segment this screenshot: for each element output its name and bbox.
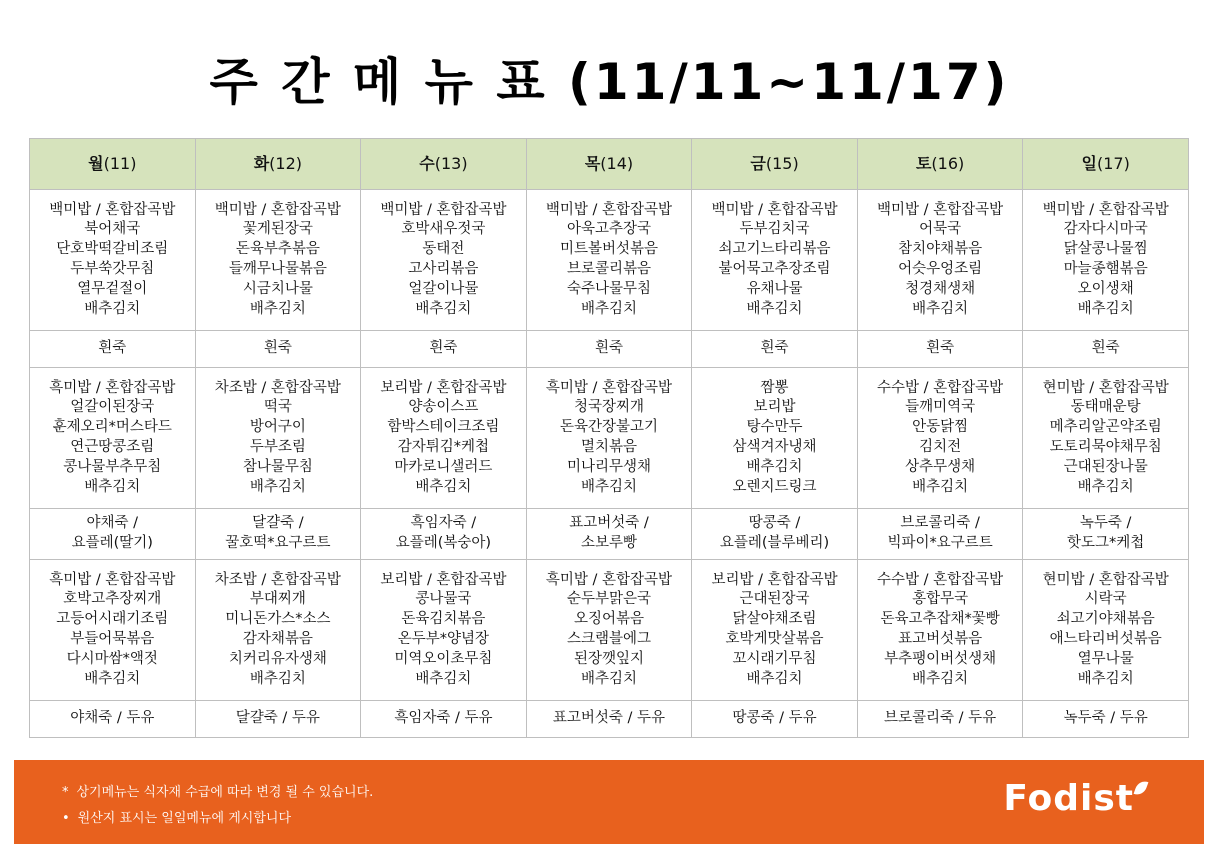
- menu-item: 브로콜리죽 / 두유: [884, 710, 997, 727]
- menu-item: 배추김치: [580, 478, 637, 495]
- footer-note: [62, 806, 373, 832]
- menu-item: 마카로니샐러드: [394, 458, 493, 475]
- menu-item: 배추김치: [1077, 670, 1134, 687]
- day-name: 토: [915, 154, 932, 174]
- menu-item: 유채나물: [746, 280, 803, 297]
- menu-item: 동태전: [422, 241, 465, 258]
- menu-item: 땅콩죽 / 두유: [732, 710, 817, 727]
- menu-item: 흰죽: [1091, 340, 1120, 357]
- menu-item: 흰죽: [926, 340, 955, 357]
- menu-item: 브로콜리볶음: [566, 261, 651, 277]
- menu-item: 현미밥 / 혼합잡곡밥: [1042, 571, 1169, 588]
- menu-item: 콩나물부추무침: [63, 458, 162, 475]
- menu-item: 흰죽: [594, 340, 623, 357]
- day-header: [526, 139, 692, 190]
- footer-note: [62, 780, 373, 806]
- menu-cell: [361, 368, 527, 509]
- menu-item: 훈제오리*머스타드: [52, 419, 172, 436]
- menu-item: 들깨무나물볶음: [228, 261, 327, 277]
- menu-cell: [526, 509, 692, 560]
- menu-item: 돈육부추볶음: [235, 241, 320, 258]
- menu-item: 떡국: [263, 399, 292, 416]
- menu-item: 보리밥: [753, 399, 796, 416]
- menu-item: 탕수만두: [746, 419, 803, 436]
- menu-cell: [692, 509, 858, 560]
- menu-item: 백미밥 / 혼합잡곡밥: [877, 201, 1004, 218]
- menu-item: 두부쑥갓무침: [70, 261, 155, 277]
- menu-item: 야채죽 / 두유: [70, 710, 155, 727]
- day-date: (15): [765, 154, 799, 174]
- menu-item: 브로콜리죽 /: [900, 515, 980, 532]
- menu-cell: [30, 509, 196, 560]
- menu-item: 단호박떡갈비조림: [56, 241, 169, 258]
- menu-item: 북어채국: [84, 221, 141, 238]
- menu-item: 핫도그*케첩: [1067, 535, 1145, 551]
- day-header: [857, 139, 1023, 190]
- afternoon-snack-row: [30, 509, 1189, 560]
- menu-item: 김치전: [919, 439, 962, 455]
- menu-item: 표고버섯볶음: [898, 631, 983, 647]
- menu-item: 상추무생채: [905, 458, 976, 475]
- leaf-icon: [1134, 779, 1149, 797]
- menu-cell: [195, 190, 361, 331]
- menu-item: 요플레(블루베리): [719, 535, 830, 551]
- menu-item: 수수밥 / 혼합잡곡밥: [877, 571, 1004, 588]
- day-header: [692, 139, 858, 190]
- menu-item: 다시마쌈*액젓: [66, 650, 158, 667]
- menu-item: 땅콩죽 /: [748, 515, 801, 532]
- day-name: 일: [1081, 154, 1097, 174]
- menu-item: 배추김치: [415, 300, 472, 317]
- menu-cell: [692, 701, 858, 738]
- menu-cell: [692, 560, 858, 701]
- menu-item: 미나리무생채: [566, 458, 651, 475]
- menu-item: 연근땅콩조림: [70, 439, 155, 455]
- breakfast-row: [30, 190, 1189, 331]
- brand-logo: [1003, 778, 1146, 819]
- menu-item: 흑미밥 / 혼합잡곡밥: [545, 379, 673, 396]
- menu-item: 백미밥 / 혼합잡곡밥: [1042, 201, 1169, 218]
- menu-item: 배추김치: [746, 300, 803, 317]
- menu-item: 소보루빵: [580, 535, 637, 551]
- menu-item: 감자채볶음: [242, 631, 313, 647]
- menu-item: 참나물무침: [242, 458, 313, 475]
- menu-item: 두부조림: [249, 439, 306, 455]
- menu-item: 청국장찌개: [573, 399, 644, 416]
- day-date: (11): [103, 154, 137, 174]
- menu-item: 들깨미역국: [905, 399, 976, 416]
- menu-cell: [195, 331, 361, 368]
- menu-item: 닭살야채조림: [732, 611, 817, 628]
- day-date: (13): [434, 154, 468, 174]
- menu-item: 흰죽: [98, 340, 127, 357]
- menu-item: 감자튀김*케첩: [397, 439, 490, 455]
- menu-item: 미역오이초무침: [394, 650, 493, 667]
- menu-item: 미트볼버섯볶음: [559, 241, 658, 258]
- menu-item: 돈육김치볶음: [401, 611, 486, 628]
- menu-cell: [857, 560, 1023, 701]
- menu-item: 백미밥 / 혼합잡곡밥: [380, 201, 507, 218]
- menu-item: 시락국: [1084, 591, 1127, 608]
- menu-cell: [1023, 560, 1189, 701]
- menu-item: 배추김치: [84, 300, 141, 317]
- menu-item: 콩나물국: [415, 591, 472, 608]
- day-name: 목: [584, 154, 601, 174]
- footer-notes: [62, 780, 373, 832]
- menu-item: 고등어시래기조림: [56, 611, 169, 628]
- day-header-row: [30, 139, 1189, 190]
- menu-item: 흰죽: [263, 340, 292, 357]
- day-header: [1023, 139, 1189, 190]
- menu-item: 두부김치국: [739, 221, 810, 238]
- menu-item: 호박새우젓국: [401, 221, 486, 238]
- menu-item: 아욱고추장국: [566, 221, 651, 238]
- menu-item: 배추김치: [84, 670, 141, 687]
- menu-item: 흑임자죽 /: [410, 515, 477, 532]
- menu-cell: [857, 701, 1023, 738]
- menu-cell: [857, 368, 1023, 509]
- menu-item: 함박스테이크조림: [387, 419, 500, 436]
- menu-item: 흑미밥 / 혼합잡곡밥: [49, 571, 176, 588]
- menu-item: 보리밥 / 혼합잡곡밥: [380, 379, 507, 396]
- menu-item: 쇠고기야채볶음: [1056, 611, 1155, 628]
- menu-cell: [30, 701, 196, 738]
- menu-item: 마늘종햄볶음: [1063, 261, 1148, 277]
- menu-item: 차조밥 / 혼합잡곡밥: [214, 379, 341, 396]
- menu-item: 배추김치: [249, 478, 306, 495]
- menu-item: 짬뽕: [760, 379, 789, 396]
- menu-cell: [526, 560, 692, 701]
- menu-cell: [526, 190, 692, 331]
- menu-item: 참치야채볶음: [898, 241, 983, 258]
- menu-cell: [30, 331, 196, 368]
- menu-cell: [1023, 190, 1189, 331]
- menu-item: 동태매운탕: [1070, 399, 1141, 416]
- note-bullet: •: [62, 811, 70, 826]
- menu-item: 보리밥 / 혼합잡곡밥: [380, 571, 507, 588]
- menu-cell: [361, 701, 527, 738]
- menu-item: 빅파이*요구르트: [887, 535, 993, 551]
- menu-cell: [857, 190, 1023, 331]
- menu-cell: [195, 560, 361, 701]
- menu-item: 멸치볶음: [580, 439, 637, 455]
- day-date: (12): [269, 154, 302, 174]
- menu-cell: [1023, 509, 1189, 560]
- menu-cell: [1023, 331, 1189, 368]
- menu-item: 청경채생채: [905, 280, 976, 297]
- menu-item: 배추김치: [912, 670, 969, 687]
- menu-item: 야채죽 /: [86, 515, 139, 532]
- menu-item: 배추김치: [1077, 300, 1134, 317]
- lunch-row: [30, 368, 1189, 509]
- note-bullet: *: [62, 785, 69, 800]
- menu-item: 표고버섯죽 /: [569, 515, 649, 532]
- menu-cell: [195, 368, 361, 509]
- menu-cell: [526, 701, 692, 738]
- menu-item: 배추김치: [249, 670, 306, 687]
- menu-item: 돈육간장불고기: [559, 419, 658, 436]
- menu-item: 온두부*양념장: [397, 631, 490, 647]
- porridge-row: [30, 331, 1189, 368]
- menu-item: 호박고추장찌개: [63, 591, 162, 608]
- menu-item: 열무나물: [1077, 650, 1134, 667]
- menu-item: 배추김치: [84, 478, 141, 495]
- menu-table: [29, 138, 1189, 738]
- menu-item: 배추김치: [746, 670, 803, 687]
- menu-item: 고사리볶음: [408, 261, 479, 277]
- menu-item: 오징어볶음: [573, 611, 644, 628]
- menu-item: 배추김치: [415, 478, 472, 495]
- menu-cell: [30, 560, 196, 701]
- menu-item: 미니돈가스*소스: [225, 611, 331, 628]
- note-text: 상기메뉴는 식자재 수급에 따라 변경 될 수 있습니다.: [76, 785, 374, 800]
- menu-item: 닭살콩나물찜: [1063, 241, 1148, 258]
- menu-item: 흑미밥 / 혼합잡곡밥: [49, 379, 176, 396]
- menu-item: 시금치나물: [242, 280, 313, 297]
- menu-item: 보리밥 / 혼합잡곡밥: [711, 571, 838, 588]
- menu-item: 얼갈이된장국: [70, 399, 155, 416]
- night-snack-row: [30, 701, 1189, 738]
- menu-item: 배추김치: [415, 670, 472, 687]
- menu-item: 흑임자죽 / 두유: [394, 710, 493, 727]
- menu-item: 호박게맛살볶음: [725, 631, 824, 647]
- note-text: 원산지 표시는 일일메뉴에 게시합니다: [77, 811, 291, 826]
- menu-item: 메추리알곤약조림: [1049, 419, 1162, 436]
- menu-item: 흰죽: [429, 340, 458, 357]
- day-name: 화: [253, 154, 270, 174]
- menu-item: 쇠고기느타리볶음: [718, 241, 831, 258]
- menu-item: 어슷우엉조림: [898, 261, 983, 277]
- menu-item: 양송이스프: [408, 399, 479, 416]
- menu-item: 요플레(딸기): [71, 535, 153, 551]
- day-name: 금: [750, 154, 766, 174]
- menu-item: 꼬시래기무침: [732, 650, 817, 667]
- menu-item: 녹두죽 /: [1079, 515, 1132, 532]
- menu-item: 달걀죽 / 두유: [235, 710, 320, 727]
- menu-item: 표고버섯죽 / 두유: [552, 710, 666, 727]
- menu-item: 배추김치: [746, 458, 803, 475]
- logo-text: Fodist: [1003, 778, 1134, 819]
- menu-item: 부들어묵볶음: [70, 631, 155, 647]
- menu-item: 숙주나물무침: [566, 280, 651, 297]
- menu-cell: [1023, 701, 1189, 738]
- menu-cell: [526, 331, 692, 368]
- menu-cell: [526, 368, 692, 509]
- menu-item: 흰죽: [760, 340, 789, 357]
- menu-item: 백미밥 / 혼합잡곡밥: [214, 201, 341, 218]
- menu-item: 어묵국: [919, 221, 962, 238]
- menu-item: 백미밥 / 혼합잡곡밥: [49, 201, 176, 218]
- menu-cell: [1023, 368, 1189, 509]
- menu-item: 열무겉절이: [77, 280, 148, 297]
- day-date: (17): [1097, 154, 1130, 174]
- menu-item: 수수밥 / 혼합잡곡밥: [877, 379, 1004, 396]
- menu-cell: [857, 331, 1023, 368]
- menu-item: 흑미밥 / 혼합잡곡밥: [545, 571, 673, 588]
- menu-item: 배추김치: [912, 300, 969, 317]
- menu-item: 달걀죽 /: [252, 515, 304, 532]
- menu-item: 불어묵고추장조림: [718, 261, 831, 277]
- menu-cell: [195, 509, 361, 560]
- day-header: [361, 139, 527, 190]
- menu-item: 부대찌개: [249, 591, 306, 608]
- menu-item: 삼색겨자냉채: [732, 439, 817, 455]
- menu-item: 방어구이: [249, 419, 306, 436]
- menu-item: 백미밥 / 혼합잡곡밥: [711, 201, 838, 218]
- menu-item: 차조밥 / 혼합잡곡밥: [214, 571, 341, 588]
- menu-item: 백미밥 / 혼합잡곡밥: [545, 201, 673, 218]
- menu-item: 배추김치: [249, 300, 306, 317]
- day-name: 월: [88, 154, 104, 174]
- menu-cell: [857, 509, 1023, 560]
- menu-item: 안동닭찜: [912, 419, 969, 436]
- menu-item: 근대된장국: [739, 591, 810, 608]
- menu-item: 애느타리버섯볶음: [1049, 631, 1162, 647]
- menu-item: 요플레(복숭아): [395, 535, 492, 551]
- menu-item: 녹두죽 / 두유: [1063, 710, 1148, 727]
- menu-cell: [692, 190, 858, 331]
- menu-cell: [361, 331, 527, 368]
- menu-cell: [195, 701, 361, 738]
- menu-cell: [361, 509, 527, 560]
- day-date: (14): [600, 154, 634, 174]
- menu-item: 배추김치: [580, 300, 637, 317]
- menu-cell: [361, 560, 527, 701]
- day-name: 수: [419, 154, 435, 174]
- menu-cell: [30, 190, 196, 331]
- menu-cell: [361, 190, 527, 331]
- footer-banner: [14, 760, 1204, 844]
- day-header: [195, 139, 361, 190]
- menu-item: 배추김치: [912, 478, 969, 495]
- menu-item: 감자다시마국: [1063, 221, 1148, 238]
- menu-item: 배추김치: [1077, 478, 1134, 495]
- menu-item: 오이생채: [1077, 280, 1134, 297]
- menu-item: 꽃게된장국: [242, 221, 313, 238]
- page-title: 주 간 메 뉴 표 (11/11~11/17): [209, 53, 1010, 111]
- menu-item: 현미밥 / 혼합잡곡밥: [1042, 379, 1169, 396]
- menu-item: 스크램블에그: [566, 631, 651, 647]
- day-header: [30, 139, 196, 190]
- menu-item: 얼갈이나물: [408, 280, 479, 297]
- menu-item: 돈육고추잡채*꽃빵: [880, 611, 1000, 628]
- menu-item: 꿀호떡*요구르트: [225, 535, 331, 551]
- menu-item: 홍합무국: [912, 591, 969, 608]
- menu-item: 근대된장나물: [1063, 458, 1148, 475]
- dinner-row: [30, 560, 1189, 701]
- menu-item: 오렌지드링크: [732, 478, 817, 495]
- menu-item: 도토리묵야채무침: [1049, 439, 1162, 455]
- menu-item: 치커리유자생채: [228, 650, 327, 667]
- menu-item: 부추팽이버섯생채: [884, 650, 997, 667]
- menu-item: 순두부맑은국: [566, 591, 651, 608]
- menu-item: 된장깻잎지: [573, 650, 644, 667]
- menu-cell: [30, 368, 196, 509]
- menu-cell: [692, 331, 858, 368]
- day-date: (16): [931, 154, 965, 174]
- menu-cell: [692, 368, 858, 509]
- menu-item: 배추김치: [580, 670, 637, 687]
